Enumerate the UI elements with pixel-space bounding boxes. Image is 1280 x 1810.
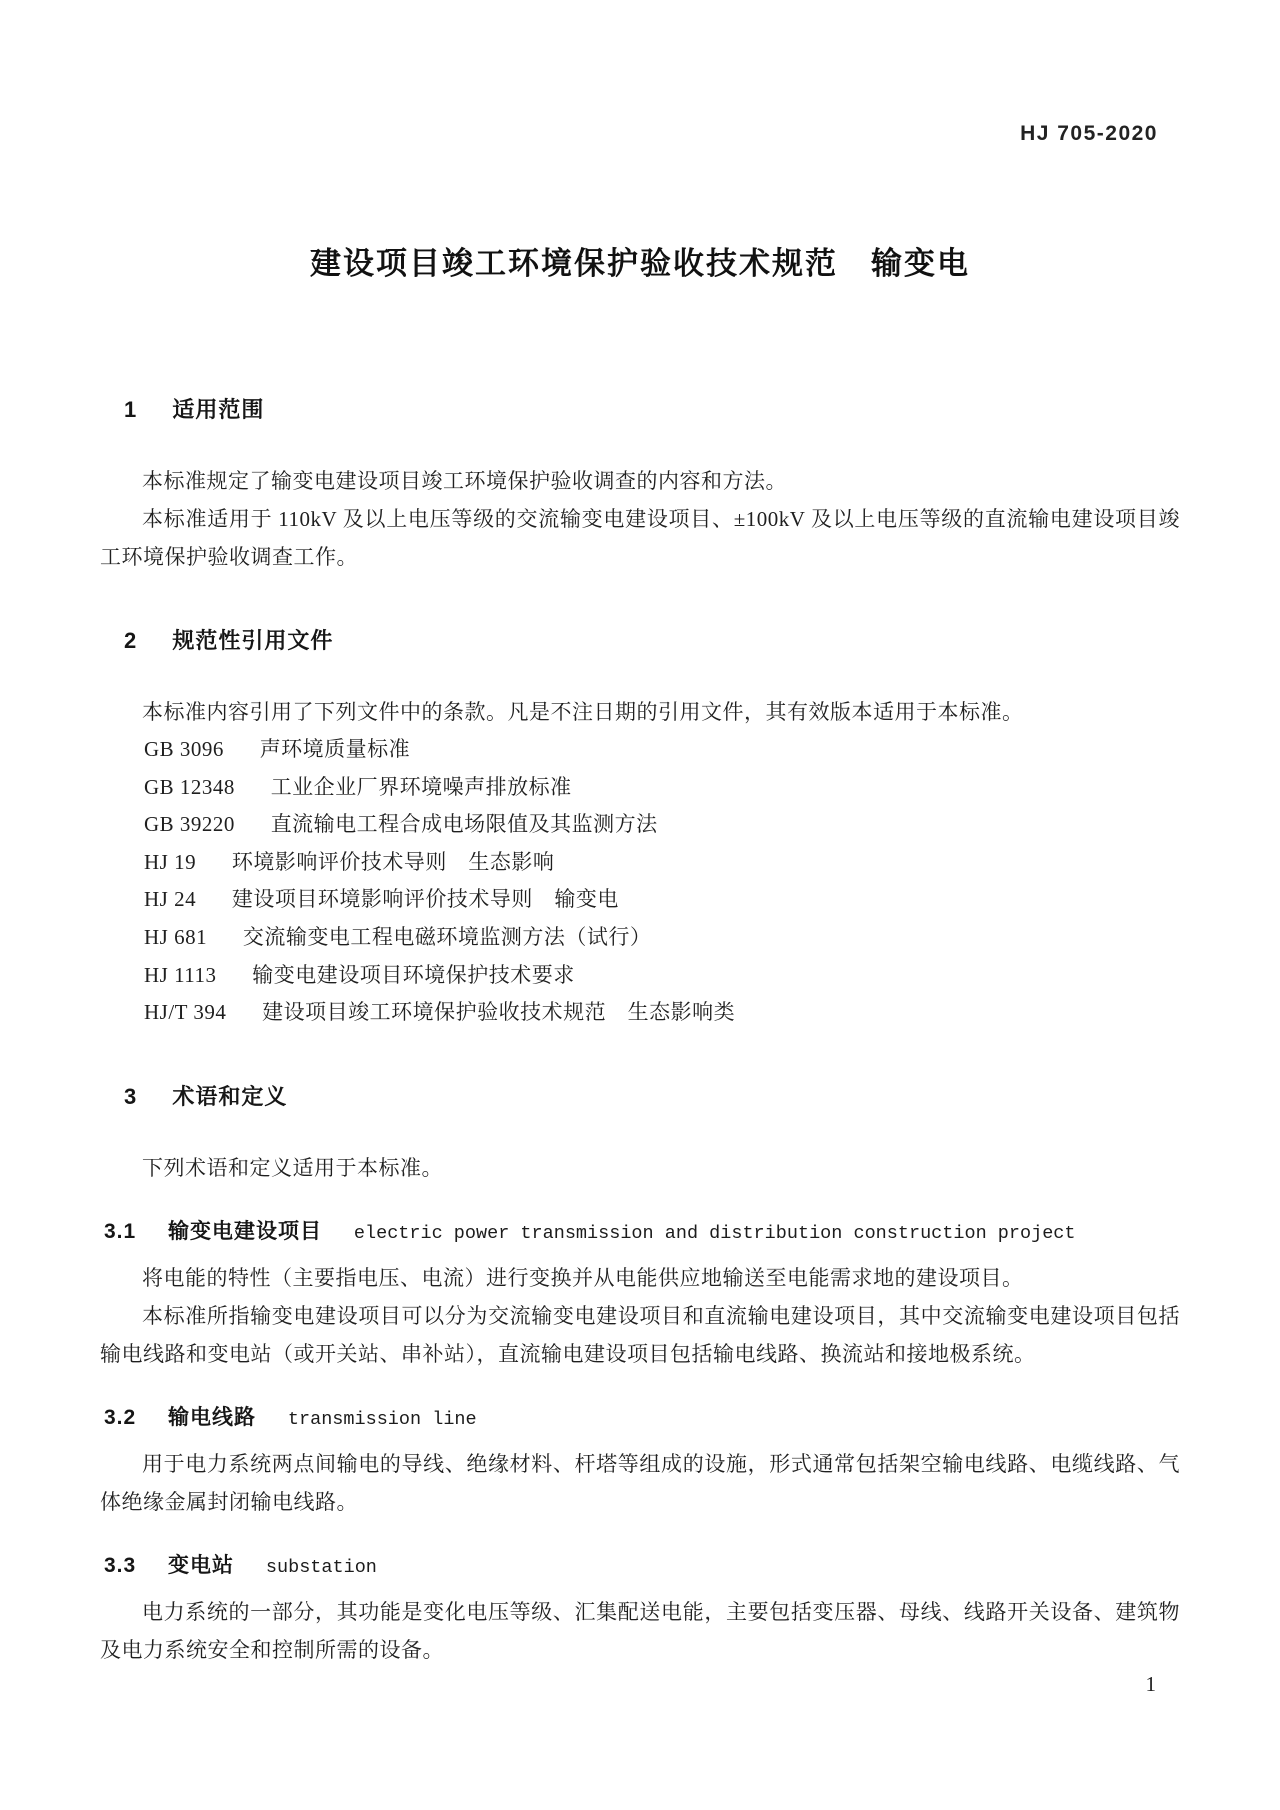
- paragraph: 本标准内容引用了下列文件中的条款。凡是不注日期的引用文件，其有效版本适用于本标准。: [142, 700, 1024, 724]
- paragraph: 电力系统的一部分，其功能是变化电压等级、汇集配送电能，主要包括变压器、母线、线路开关设备、建筑物及电力系统安全和控制所需的设备。: [100, 1599, 1180, 1662]
- reference-code: HJ 19: [144, 849, 197, 874]
- term-chinese: 输电线路: [168, 1405, 257, 1429]
- standard-code: HJ 705-2020: [1020, 122, 1158, 145]
- paragraph: 下列术语和定义适用于本标准。: [142, 1155, 443, 1180]
- section-title: 术语和定义: [172, 1083, 288, 1109]
- reference-code: HJ 681: [144, 924, 208, 949]
- term-heading: [100, 1549, 1180, 1579]
- paragraph: 本标准适用于 110kV 及以上电压等级的交流输变电建设项目、±100kV 及以上电压等级的直流输电建设项目竣工环境保护验收调查工作。: [100, 507, 1180, 569]
- term-heading: [100, 1401, 1180, 1431]
- term-number: 3.2: [104, 1405, 137, 1429]
- reference-item: [100, 994, 1180, 1032]
- term-chinese: 变电站: [168, 1553, 235, 1577]
- reference-item: [100, 881, 1180, 919]
- reference-title: 输变电建设项目环境保护技术要求: [252, 962, 575, 987]
- paragraph: 将电能的特性（主要指电压、电流）进行变换并从电能供应地输送至电能需求地的建设项目。: [142, 1265, 1024, 1290]
- reference-list: [100, 731, 1180, 1032]
- reference-code: GB 12348: [144, 774, 235, 799]
- reference-code: HJ 24: [144, 887, 197, 912]
- reference-title: 直流输电工程合成电场限值及其监测方法: [270, 812, 658, 837]
- term-chinese: 输变电建设项目: [168, 1219, 323, 1243]
- reference-title: 声环境质量标准: [259, 737, 411, 761]
- section-number: 1: [124, 397, 137, 422]
- term-number: 3.3: [104, 1553, 137, 1577]
- reference-code: HJ 1113: [144, 962, 217, 987]
- reference-item: [100, 844, 1180, 882]
- reference-code: GB 3096: [144, 737, 224, 761]
- reference-title: 建设项目环境影响评价技术导则 输变电: [231, 887, 619, 912]
- paragraph: 用于电力系统两点间输电的导线、绝缘材料、杆塔等组成的设施，形式通常包括架空输电线路、电缆线路、气体绝缘金属封闭输电线路。: [100, 1451, 1180, 1514]
- reference-item: [100, 957, 1180, 995]
- reference-title: 工业企业厂界环境噪声排放标准: [270, 774, 572, 799]
- section-heading-references: [100, 624, 1180, 655]
- page-number: 1: [1145, 1672, 1156, 1696]
- term-english: substation: [265, 1556, 377, 1578]
- reference-title: 环境影响评价技术导则 生态影响: [231, 849, 555, 874]
- section-heading-terms: [100, 1080, 1180, 1111]
- reference-item: [100, 919, 1180, 957]
- section-heading-scope: [100, 393, 1180, 424]
- paragraph: 本标准所指输变电建设项目可以分为交流输变电建设项目和直流输电建设项目，其中交流输变电建设项目包括输电线路和变电站（或开关站、串补站），直流输电建设项目包括输电线路、换流站和接地极系统。: [100, 1303, 1180, 1366]
- reference-code: HJ/T 394: [144, 1000, 227, 1025]
- section-title: 规范性引用文件: [172, 628, 334, 653]
- term-number: 3.1: [104, 1219, 137, 1243]
- reference-title: 交流输变电工程电磁环境监测方法（试行）: [242, 924, 652, 949]
- term-english: transmission line: [287, 1408, 477, 1430]
- paragraph: 本标准规定了输变电建设项目竣工环境保护验收调查的内容和方法。: [142, 469, 787, 493]
- reference-item: [100, 769, 1180, 807]
- term-english: electric power transmission and distribution construction project: [353, 1222, 1076, 1244]
- section-number: 3: [124, 1083, 137, 1109]
- reference-title: 建设项目竣工环境保护验收技术规范 生态影响类: [262, 1000, 736, 1025]
- term-heading: [100, 1215, 1180, 1245]
- reference-code: GB 39220: [144, 812, 235, 837]
- document-title: 建设项目竣工环境保护验收技术规范 输变电: [310, 246, 970, 281]
- reference-item: [100, 806, 1180, 844]
- section-number: 2: [124, 628, 137, 653]
- reference-item: [100, 731, 1180, 769]
- section-title: 适用范围: [172, 397, 265, 422]
